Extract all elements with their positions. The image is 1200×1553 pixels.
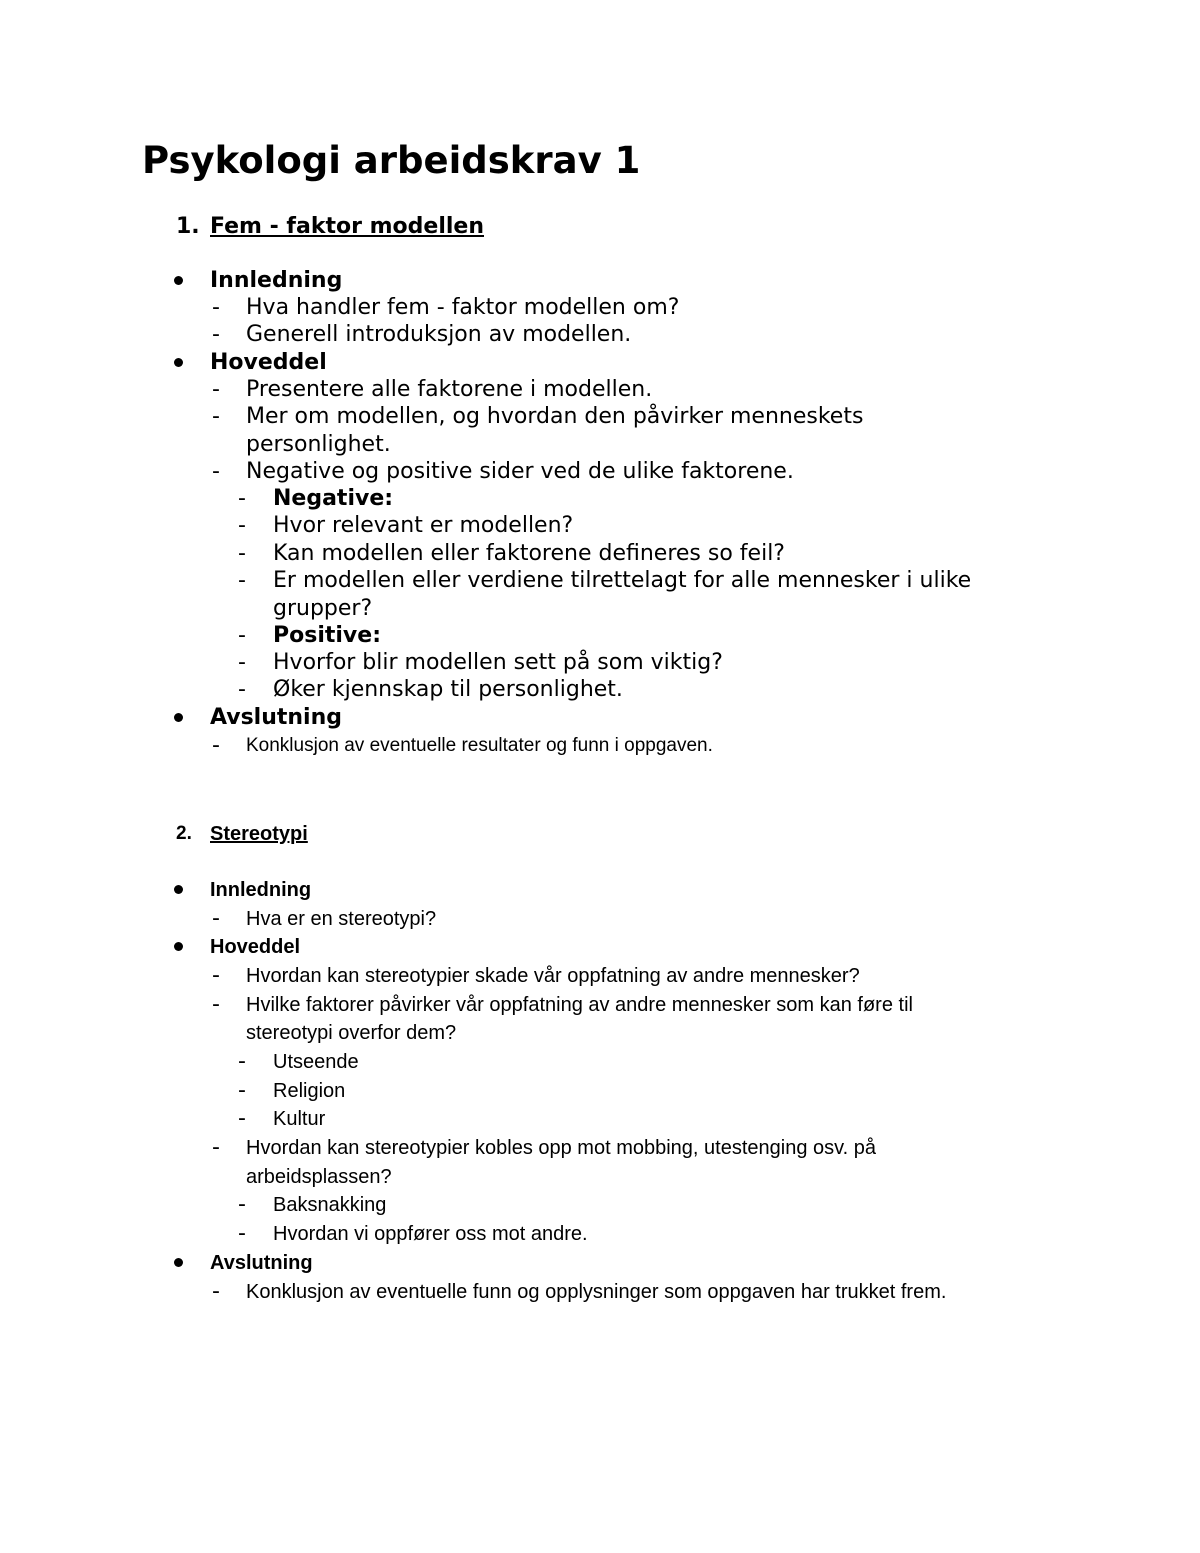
section-number: 2. <box>176 823 192 844</box>
bullet-icon <box>174 358 183 367</box>
dash-icon: - <box>238 1192 246 1217</box>
item-text: grupper? <box>273 596 373 621</box>
dash-icon: - <box>212 1279 220 1304</box>
sublist-label: Positive: <box>273 623 381 648</box>
bullet-icon <box>174 713 183 722</box>
dash-icon: - <box>238 541 246 566</box>
section-label: Hoveddel <box>210 350 327 375</box>
bullet-icon <box>174 885 183 894</box>
item-text: Negative og positive sider ved de ulike faktorene. <box>246 459 794 484</box>
dash-icon: - <box>212 1135 220 1160</box>
section-label: Avslutning <box>210 1252 313 1274</box>
dash-icon: - <box>238 650 246 675</box>
bullet-icon <box>174 942 183 951</box>
item-text: Hvordan kan stereotypier skade vår oppfatning av andre mennesker? <box>246 965 860 987</box>
dash-icon: - <box>212 906 220 931</box>
item-text: Kan modellen eller faktorene defineres so feil? <box>273 541 785 566</box>
section-label: Innledning <box>210 268 343 293</box>
item-text: Er modellen eller verdiene tilrettelagt for alle mennesker i ulike <box>273 568 972 593</box>
dash-icon: - <box>238 513 246 538</box>
item-text: Baksnakking <box>273 1194 387 1216</box>
item-text: Mer om modellen, og hvordan den påvirker menneskets <box>246 404 864 429</box>
item-text: Hvilke faktorer påvirker vår oppfatning av andre mennesker som kan føre til <box>246 994 913 1016</box>
section-label: Innledning <box>210 879 312 901</box>
item-text: Hvor relevant er modellen? <box>273 513 574 538</box>
dash-icon: - <box>238 1078 246 1103</box>
item-text: Utseende <box>273 1051 359 1073</box>
dash-icon: - <box>212 404 220 429</box>
item-text: Konklusjon av eventuelle resultater og funn i oppgaven. <box>246 735 713 756</box>
item-text: stereotypi overfor dem? <box>246 1022 457 1044</box>
dash-icon: - <box>212 733 220 758</box>
item-text: Hvorfor blir modellen sett på som viktig? <box>273 650 723 675</box>
dash-icon: - <box>238 486 246 511</box>
page-title: Psykologi arbeidskrav 1 <box>142 139 641 182</box>
dash-icon: - <box>212 377 220 402</box>
dash-icon: - <box>238 1221 246 1246</box>
bullet-icon <box>174 276 183 285</box>
dash-icon: - <box>238 568 246 593</box>
item-text: Hva handler fem - faktor modellen om? <box>246 295 680 320</box>
section-label: Hoveddel <box>210 936 301 958</box>
item-text: Hvordan kan stereotypier kobles opp mot mobbing, utestenging osv. på <box>246 1137 876 1159</box>
dash-icon: - <box>238 623 246 648</box>
item-text: personlighet. <box>246 432 391 457</box>
dash-icon: - <box>212 992 220 1017</box>
dash-icon: - <box>238 677 246 702</box>
dash-icon: - <box>238 1049 246 1074</box>
dash-icon: - <box>212 459 220 484</box>
item-text: Presentere alle faktorene i modellen. <box>246 377 653 402</box>
item-text: Konklusjon av eventuelle funn og opplysninger som oppgaven har trukket frem. <box>246 1281 947 1303</box>
item-text: Øker kjennskap til personlighet. <box>273 677 623 702</box>
section-heading: Fem - faktor modellen <box>210 214 484 239</box>
item-text: Hvordan vi oppfører oss mot andre. <box>273 1223 588 1245</box>
section-label: Avslutning <box>210 705 343 730</box>
sublist-label: Negative: <box>273 486 394 511</box>
item-text: Religion <box>273 1080 346 1102</box>
section-number: 1. <box>176 214 200 239</box>
item-text: Hva er en stereotypi? <box>246 908 437 930</box>
item-text: Kultur <box>273 1108 326 1130</box>
dash-icon: - <box>212 322 220 347</box>
bullet-icon <box>174 1258 183 1267</box>
item-text: Generell introduksjon av modellen. <box>246 322 632 347</box>
dash-icon: - <box>238 1106 246 1131</box>
dash-icon: - <box>212 295 220 320</box>
section-heading: Stereotypi <box>210 823 308 845</box>
dash-icon: - <box>212 963 220 988</box>
item-text: arbeidsplassen? <box>246 1166 392 1188</box>
